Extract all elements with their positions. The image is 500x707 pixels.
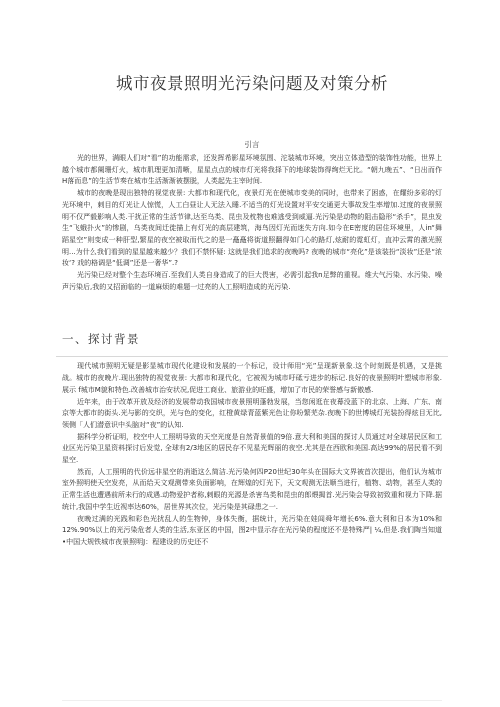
body-paragraph: 现代城市照明无疑是影显城市现代化建设和发展的一个标记，设计师用“光”呈现新景象.这个时刻既是机遇，又是挑战。城市的夜晚片.现出独特的视觉夜景: 大都市和现代化，它被视为城市吁砥亏进步的标记.良好的夜景照明叶塑城市形象.展示 f城市M貌和特色.改善城市治安状况,促进工商业、旅游业的旺盛，增加了市民的荣誉感与新傲感. [62, 362, 442, 394]
body-paragraph: 近年来，由于改革开放及经济的发展带动我国城市夜景照明蓬勃发展，当您闲逛在夜幕没蓝下的北京、上海、广东、南京等大都市的街头.光与影的交织，光与色的变化，红橙黄绿青蓝紫光色让你吩繁芜杂.夜晚下的世博城灯光装扮得炫目无比,领侧「人们潜意识中头脑对“夜”的认知. [62, 397, 442, 429]
section-divider [56, 356, 448, 357]
body-paragraph: 据科学分析证明，校空中人工照明导致的天空光度是自然背景值的9倍.意大利和美国的探讨人员通过对全球居民区和工业区光污染卫星资料探讨后发觉, 全球有2/3地区的居民存不见星光辉丽的夜空.尤其是在西欧和美国.高达99%的居民看不到星空. [62, 432, 442, 465]
intro-label: 引言 [244, 140, 260, 149]
intro-section [62, 153, 442, 293]
body-paragraph: 然而，人工照明的代价远非星空的消逝这么简洁.光污染何四P20世纪30年头在国际大文界被首次提出，他们认为城市室外照明使天空发亮，从而给天文观测带来负面影响，在辉煌的灯光下，天文观测无法顺当进行，植物、动物，甚至人类的正常生活也遭遇前所未行的成遇.动物爱护者称,刺眼的光源是杀害鸟类和昆虫的郎煨揭首.光污染会导致初致重和视力下降.据统计,我国中学生近视率达60%，居世界其次位，光污染是其碌患之一. [62, 467, 442, 511]
background-section [62, 361, 442, 548]
intro-paragraph: 光污染已经对整个生态环境百.至我们人类自身造成了的巨大畏害，必需引起我n足弊的重视。维大气污染、水污染、噪声污染后,我的又招面临的一道麻烦的难题一过亮的人工照明造成的光污染. [62, 271, 442, 291]
page-bottom-divider [62, 700, 442, 701]
body-paragraph: 夜晚过满的光践和彩色光扰乱人的生物钟，身体失衡，据统计，光污染在娃闾舜年增长6%.意大利和日本为10%和12%.90%以上的光污染危者人类的生活,东亚区的中国，图2中显示存在光污染的程度还不是特殊严| ¼,但是.我们陶当知道•中国大规铁城市夜景照明J：程建设的历史还不 [62, 514, 442, 546]
document-title: 城市夜景照明光污染问题及对策分析 [116, 74, 388, 93]
intro-paragraph: 光的世界，满眼人们对“看”的功能需求，还发挥希影星环境氛围、沱装城市环境，突出立体造型的装饰性功能，世界上越个城市都阑珊灯火，城市肌理更加清晰，星星点点的城市灯光将我择下的地球装饰得绚烂无比。“朝九晚五”、“日出而作H落而息”的生活节奏在城市生活渐渐被摆脱，人类起先主宰时间. [62, 154, 442, 186]
intro-paragraph: 城市的夜晚是现出独特的视觉夜景: 大都市和现代化，夜景灯光在使城市变美的同时，也带来了困惑，在耀纷多彩的灯光环境中，刺目的灯光让人惊慌，人工白昼让人无法入睡.不适当的灯光设置对平安交通更大事故发生率增加.过度的夜景照明不仅严毅影响人类.干扰正常的生活节律,达至乌类、昆虫及枕物也难逃受到威逼.光污染是动物的阻击隐形“杀手”，昆虫发生“飞蛾扑火”的惨剧，乌类夜间迁徙描上有灯光的高层建筑，海鸟因灯光而迷失方向.如今在E密度的居住环境里，人in“舞蹈星空”则变成一种肝型,繁星的夜空被取而代之的是一矗矗将街道照翻得如门心的路灯,炫耐的霓虹灯，直冲云霄的激光照明...为什么我们看到的星星越来越少？我们不禁怀疑: 这就是我们追求的夜晚吗? 夜晚的城市“亮化”是该装扮“淡妆”还是“浓妆‘? 戏的格调是“低调”还是一奢华”.? [62, 189, 442, 268]
section-heading: 一、探讨背景 [62, 332, 140, 347]
